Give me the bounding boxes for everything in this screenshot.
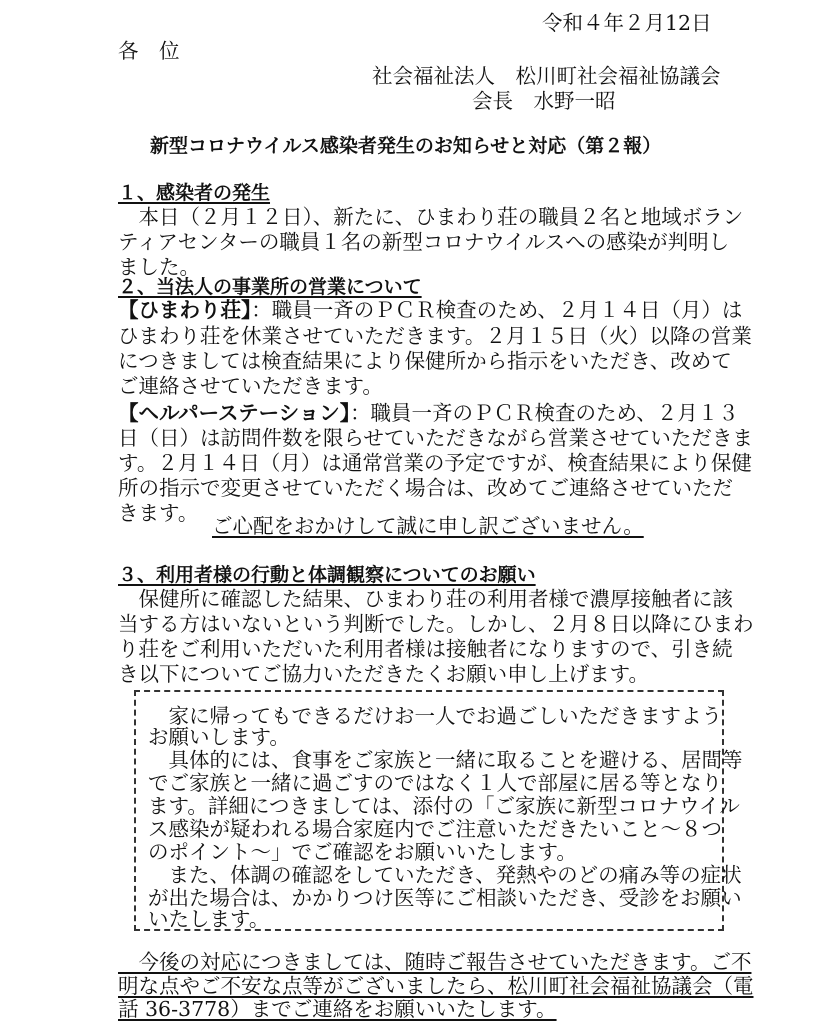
box-line-8: また、体調の確認をしていただき、発熱やのどの痛み等の症状 [148,863,742,887]
helper-line-5: きます。 [118,501,199,525]
box-line-10: いたします。 [148,907,270,931]
section1-line-2: ティアセンターの職員１名の新型コロナウイルスへの感染が判明し [118,230,730,254]
helper-line-2: 日（日）は訪問件数を限らせていただきながら営業させていただきま [118,426,753,450]
box-line-1: 家に帰ってもできるだけお一人でお過ごしいただきますよう [148,704,722,728]
himawari-line-3: につきましては検査結果により保健所から指示をいただき、改めて [118,349,732,373]
closing-line-2: 明な点やご不安な点等がございましたら、松川町社会福祉協議会（電 [118,974,754,998]
apology: ご心配をおかけして誠に申し訳ございません。 [212,514,644,538]
section3-heading: ３、利用者様の行動と体調観察についてのお願い [118,564,536,586]
himawari-line-4: ご連絡させていただきます。 [118,374,383,398]
section3-line-2: 当する方はいないという判断でした。しかし、２月８日以降にひまわ [118,612,754,636]
helper-label: 【ヘルパーステーション】 [118,401,351,425]
box-line-9: が出た場合は、かかりつけ医等にご相談いただき、受診をお願い [148,886,742,910]
box-line-5: ます。詳細につきましては、添付の「ご家族に新型コロナウイル [148,794,740,818]
himawari-line-2: ひまわり荘を休業させていただきます。２月１５日（火）以降の営業 [118,324,752,348]
section3-line-3: り荘をご利用いただいた利用者様は接触者になりますので、引き続 [118,637,733,661]
helper-line-3: す。２月１４日（月）は通常営業の予定ですが、検査結果により保健 [118,451,752,475]
closing-line-1: 今後の対応につきましては、随時ご報告させていただきます。ご不 [118,950,752,974]
section2-heading: ２、当法人の事業所の営業について [118,276,422,298]
date: 令和４年２月12日 [542,11,712,35]
section1-line-3: ました。 [118,255,200,279]
closing-line-3: 話 36-3778）までご連絡をお願いいたします。 [118,997,557,1021]
box-line-4: でご家族と一緒に過ごすのではなく１人で部屋に居る等となり [148,771,722,795]
helper-first-text: ：職員一斉のＰＣＲ検査のため、２月１３ [350,401,739,425]
organization-name: 社会福祉法人 松川町社会福祉協議会 [372,64,721,88]
box-line-3: 具体的には、食事をご家族と一緒に取ることを避ける、居間等 [148,748,743,772]
box-line-7: のポイント～」でご確認をお願いいたします。 [148,840,577,864]
himawari-first-line [118,297,742,323]
helper-first-line [118,400,739,426]
himawari-label: 【ひまわり荘】 [118,298,252,322]
section1-heading: １、感染者の発生 [118,182,271,204]
box-line-2: お願いします。 [148,725,290,749]
section3-line-1: 保健所に確認した結果、ひまわり荘の利用者様で濃厚接触者に該 [118,587,733,611]
box-line-6: ス感染が疑われる場合家庭内でご注意いただきたいこと～８つ [148,817,722,841]
helper-line-4: 所の指示で変更させていただく場合は、改めてご連絡させていただ [118,476,733,500]
section3-line-4: き以下についてご協力いただきたくお願い申し上げます。 [118,662,649,686]
himawari-first-text: ：職員一斉のＰＣＲ検査のため、２月１４日（月）は [251,298,743,322]
addressee: 各 位 [118,39,180,63]
chair-name: 会長 水野一昭 [472,89,616,113]
section1-line-1: 本日（２月１２日）、新たに、ひまわり荘の職員２名と地域ボラン [118,205,744,229]
document-title: 新型コロナウイルス感染者発生のお知らせと対応（第２報） [150,135,662,157]
